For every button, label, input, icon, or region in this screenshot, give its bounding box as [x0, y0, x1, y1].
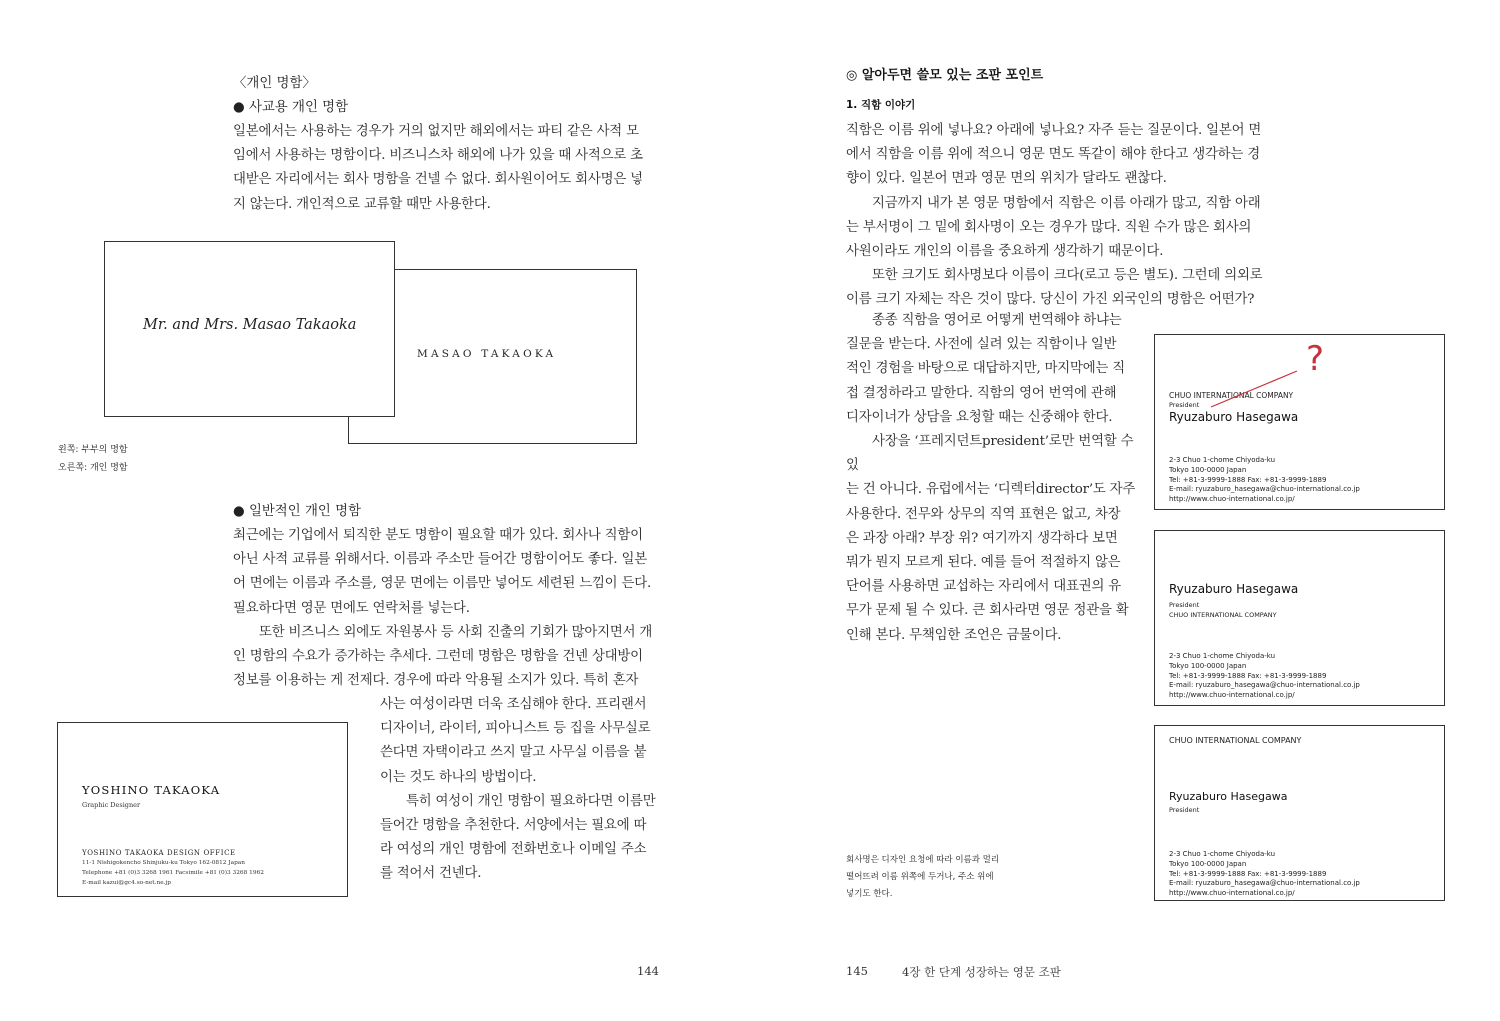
card-address-line: 2-3 Chuo 1-chome Chiyoda-ku [1169, 456, 1276, 464]
text-line: 라 여성의 개인 명함에 전화번호나 이메일 주소 [380, 842, 647, 858]
caption-line: 회사명은 디자인 요청에 따라 이름과 멀리 [846, 855, 1000, 865]
text-line: 또한 비즈니스 외에도 자원봉사 등 사회 진출의 기회가 많아지면서 개 [259, 624, 653, 640]
couple-card [104, 241, 395, 417]
caption-line: 왼쪽: 부부의 명함 [58, 445, 128, 455]
text-line: 또한 크기도 회사명보다 이름이 크다(로고 등은 별도). 그런데 의외로 [872, 268, 1263, 284]
text-line: 인해 본다. 무책임한 조언은 금물이다. [846, 627, 1062, 643]
text-line: 쓴다면 자택이라고 쓰지 말고 사무실 이름을 붙 [380, 745, 647, 761]
subheading: 1. 직함 이야기 [846, 99, 916, 111]
bullet-social-card: ● 사교용 개인 명함 [233, 100, 349, 115]
text-line: 특히 여성이 개인 명함이 필요하다면 이름만 [406, 793, 656, 809]
card-company: CHUO INTERNATIONAL COMPANY [1169, 736, 1302, 745]
yoshino-card [57, 722, 348, 897]
right-caption [846, 852, 999, 903]
text-line: 아닌 사적 교류를 위해서다. 이름과 주소만 들어간 명함이어도 좋다. 일본 [233, 552, 647, 568]
text-line: 필요하다면 영문 면에도 연락처를 넣는다. [233, 600, 470, 616]
card-address-block [1169, 652, 1360, 701]
text-line: 무가 문제 될 수 있다. 큰 회사라면 영문 정관을 확 [846, 603, 1129, 619]
text-line: 이는 것도 하나의 방법이다. [380, 769, 537, 785]
text-line: 직함은 이름 위에 넣나요? 아래에 넣나요? 자주 듣는 질문이다. 일본어 면 [846, 123, 1262, 138]
couple-name-text: Mr. and Mrs. Masao Takaoka [143, 317, 357, 333]
red-question-mark: ? [1306, 339, 1325, 379]
text-line: 대받은 자리에서는 회사 명함을 건넬 수 없다. 회사원이어도 회사명은 넣 [233, 172, 643, 188]
text-line: 지금까지 내가 본 영문 명함에서 직함은 이름 아래가 많고, 직함 아래 [872, 195, 1261, 211]
yoshino-address: 11-1 Nishigokencho Shinjuku-ku Tokyo 162-0812 Japan [82, 860, 245, 866]
card-title: President [1169, 601, 1200, 609]
text-line: 접 결정하라고 말한다. 직함의 영어 번역에 관해 [846, 385, 1117, 401]
text-line: 사원이라도 개인의 이름을 중요하게 생각하기 때문이다. [846, 244, 1164, 260]
card-name: Ryuzaburo Hasegawa [1169, 582, 1299, 596]
text-line: 사는 여성이라면 더욱 조심해야 한다. 프리랜서 [380, 697, 647, 712]
text-line: 에서 직함을 이름 위에 적으니 영문 면도 똑같이 해야 한다고 생각하는 경 [846, 147, 1260, 163]
title-paragraph-narrow [846, 309, 1136, 648]
card-tel: Tel: +81-3-9999-1888 Fax: +81-3-9999-1889 [1169, 475, 1327, 484]
card-company: CHUO INTERNATIONAL COMPANY [1169, 611, 1277, 619]
text-line: 질문을 받는다. 사전에 실려 있는 직함이나 일반 [846, 337, 1117, 353]
text-line: 는 부서명이 그 밑에 회사명이 오는 경우가 많다. 직원 수가 많은 회사의 [846, 219, 1252, 235]
text-line: 최근에는 기업에서 퇴직한 분도 명함이 필요할 때가 있다. 회사나 직함이 [233, 528, 643, 543]
strike-line [1211, 371, 1297, 407]
card-web: http://www.chuo-international.co.jp/ [1169, 889, 1295, 898]
business-card-company-top [1154, 725, 1445, 901]
caption-line: 넣기도 한다. [846, 889, 893, 899]
yoshino-role: Graphic Designer [82, 801, 141, 809]
bullet-general-card: ● 일반적인 개인 명함 [233, 504, 361, 519]
text-line: 사장을 ‘프레지던트president’로만 번역할 수 있 [846, 434, 1134, 474]
text-line: 인 명함의 수요가 증가하는 추세다. 그런데 명함은 명함을 건넨 상대방이 [233, 649, 643, 665]
section-title: 〈개인 명함〉 [233, 76, 316, 91]
social-card-paragraph [233, 120, 663, 217]
text-line: 어 면에는 이름과 주소를, 영문 면에는 이름만 넣어도 세련된 느낌이 든다. [233, 576, 652, 592]
general-card-paragraph [233, 524, 663, 693]
red-strike-line [1155, 335, 1446, 511]
yoshino-phone: Telephone +81 (0)3 3268 1961 Facsimile +81 (0)3 3268 1962 [82, 870, 264, 876]
text-line: 은 과장 아래? 부장 위? 여기까지 생각하다 보면 [846, 530, 1118, 546]
text-line: 정보를 이용하는 게 전제다. 경우에 따라 악용될 소지가 있다. 특히 혼자 [233, 673, 639, 689]
card-captions [58, 441, 128, 477]
card-address-line: Tokyo 100-0000 Japan [1169, 465, 1247, 474]
card-web: http://www.chuo-international.co.jp/ [1169, 691, 1295, 700]
card-company: CHUO INTERNATIONAL COMPANY [1169, 391, 1294, 400]
text-line: 를 적어서 건넨다. [380, 866, 482, 882]
page-number-left: 144 [637, 964, 659, 978]
card-title: President [1169, 401, 1200, 409]
caption-line: 오른쪽: 개인 명함 [58, 463, 128, 473]
card-tel: Tel: +81-3-9999-1888 Fax: +81-3-9999-1889 [1169, 671, 1327, 680]
text-line: 디자이너가 상담을 요청할 때는 신중해야 한다. [846, 409, 1113, 425]
section-heading: ◎ 알아두면 쓸모 있는 조판 포인트 [846, 68, 1044, 83]
title-paragraph [846, 119, 1276, 313]
card-address-line: 2-3 Chuo 1-chome Chiyoda-ku [1169, 850, 1276, 858]
card-address-block [1169, 850, 1360, 899]
yoshino-name: YOSHINO TAKAOKA [82, 783, 221, 797]
text-line: 일본에서는 사용하는 경우가 거의 없지만 해외에서는 파티 같은 사적 모 [233, 124, 639, 139]
text-line: 임에서 사용하는 명함이다. 비즈니스차 해외에 나가 있을 때 사적으로 초 [233, 148, 643, 164]
text-line: 향이 있다. 일본어 면과 영문 면의 위치가 달라도 괜찮다. [846, 171, 1167, 187]
business-card-title-above [1154, 334, 1445, 510]
card-address-line: Tokyo 100-0000 Japan [1169, 859, 1247, 868]
card-email: E-mail: ryuzaburo_hasegawa@chuo-international.co.jp [1169, 681, 1360, 690]
text-line: 사용한다. 전무와 상무의 직역 표현은 없고, 차장 [846, 506, 1121, 522]
general-card-paragraph-narrow [380, 693, 670, 887]
page-number-right: 145 [846, 964, 868, 978]
yoshino-email: E-mail kazui@gc4.so-net.ne.jp [82, 880, 171, 886]
chapter-title: 4장 한 단계 성장하는 영문 조판 [902, 965, 1061, 979]
text-line: 단어를 사용하면 교섭하는 자리에서 대표권의 유 [846, 579, 1121, 595]
text-line: 종종 직함을 영어로 어떻게 번역해야 하냐는 [872, 313, 1122, 328]
text-line: 지 않는다. 개인적으로 교류할 때만 사용한다. [233, 196, 491, 212]
card-web: http://www.chuo-international.co.jp/ [1169, 495, 1295, 504]
text-line: 이름 크기 자체는 작은 것이 많다. 당신이 가진 외국인의 명함은 어떤가? [846, 292, 1255, 308]
card-email: E-mail: ryuzaburo_hasegawa@chuo-international.co.jp [1169, 485, 1360, 494]
card-name: Ryuzaburo Hasegawa [1169, 790, 1288, 803]
caption-line: 떨어뜨려 이름 위쪽에 두거나, 주소 위에 [846, 872, 994, 882]
text-line: 적인 경험을 바탕으로 대답하지만, 마지막에는 직 [846, 361, 1126, 377]
text-line: 디자이너, 라이터, 피아니스트 등 집을 사무실로 [380, 721, 651, 737]
text-line: 는 건 아니다. 유럽에서는 ‘디렉터director’도 자주 [846, 482, 1136, 498]
card-name: Ryuzaburo Hasegawa [1169, 410, 1299, 424]
business-card-title-below [1154, 530, 1445, 706]
card-email: E-mail: ryuzaburo_hasegawa@chuo-international.co.jp [1169, 879, 1360, 888]
text-line: 뭐가 뭔지 모르게 된다. 예를 들어 적절하지 않은 [846, 555, 1121, 571]
text-line: 들어간 명함을 추천한다. 서양에서는 필요에 따 [380, 818, 647, 834]
card-address-line: 2-3 Chuo 1-chome Chiyoda-ku [1169, 652, 1276, 660]
card-tel: Tel: +81-3-9999-1888 Fax: +81-3-9999-1889 [1169, 869, 1327, 878]
yoshino-office: YOSHINO TAKAOKA DESIGN OFFICE [82, 849, 236, 857]
card-title: President [1169, 806, 1200, 814]
masao-name-text: MASAO TAKAOKA [417, 348, 557, 360]
card-address-line: Tokyo 100-0000 Japan [1169, 661, 1247, 670]
